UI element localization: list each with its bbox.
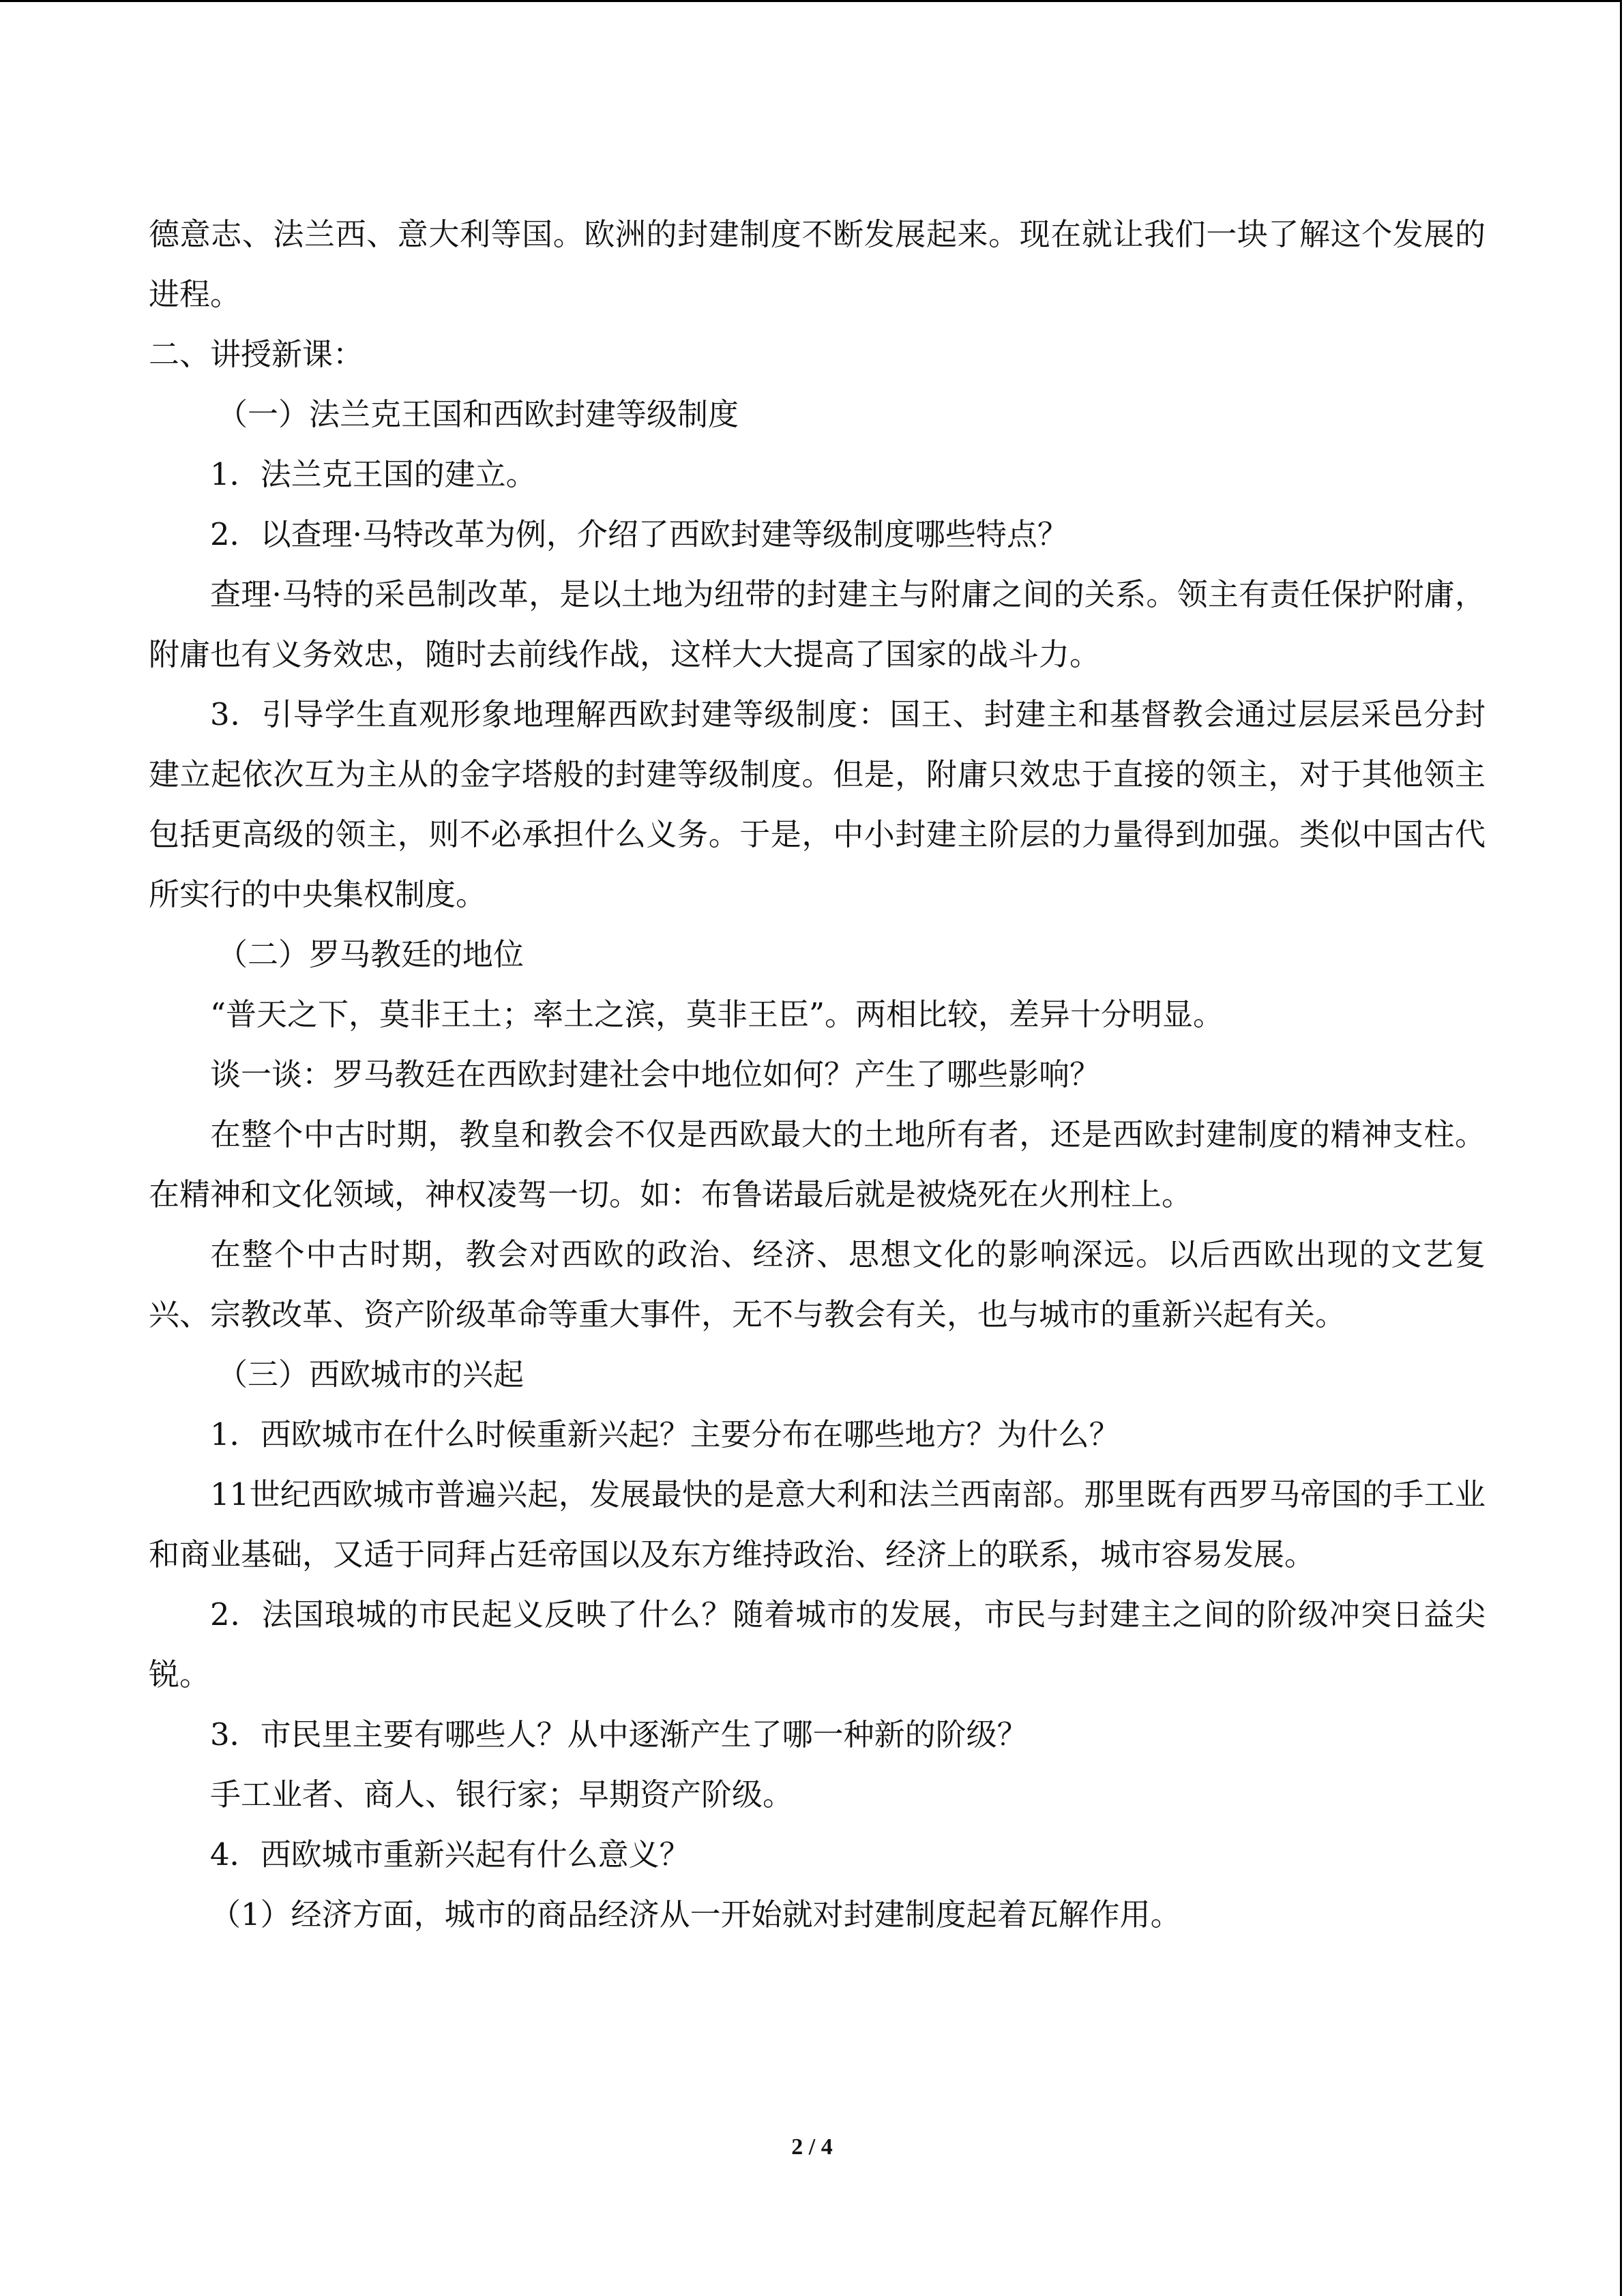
- paragraph-answer-1-2: 查理·马特的采邑制改革，是以土地为纽带的封建主与附庸之间的关系。领主有责任保护附庸，附庸也有义务效忠，随时去前线作战，这样大大提高了国家的战斗力。: [149, 576, 1486, 672]
- paragraph-answer-3-4-1: （1）经济方面，城市的商品经济从一开始就对封建制度起着瓦解作用。: [210, 1896, 1181, 1933]
- paragraph-item-1-3: 3．引导学生直观形象地理解西欧封建等级制度：国王、封建主和基督教会通过层层采邑分封建立起依次互为主从的金字塔般的封建等级制度。但是，附庸只效忠于直接的领主，对于其他领主包括更高级的领主，则不必承担什么义务。于是，中小封建主阶层的力量得到加强。类似中国古代所实行的中央集权制度。: [149, 696, 1486, 912]
- page-number: 2 / 4: [791, 2134, 833, 2160]
- paragraph-answer-3-1: 11世纪西欧城市普遍兴起，发展最快的是意大利和法兰西南部。那里既有西罗马帝国的手工业和商业基础，又适于同拜占廷帝国以及东方维持政治、经济上的联系，城市容易发展。: [149, 1476, 1486, 1572]
- paragraph-answer-2-b: 在整个中古时期，教会对西欧的政治、经济、思想文化的影响深远。以后西欧出现的文艺复兴、宗教改革、资产阶级革命等重大事件，无不与教会有关，也与城市的重新兴起有关。: [149, 1236, 1486, 1332]
- paragraph-subsection-heading-2: （二）罗马教廷的地位: [217, 936, 525, 972]
- paragraph-answer-3-3: 手工业者、商人、银行家；早期资产阶级。: [210, 1776, 794, 1813]
- paragraph-quote-2: “普天之下，莫非王土；率土之滨，莫非王臣”。两相比较，差异十分明显。: [210, 996, 1224, 1032]
- paragraph-item-3-4: 4．西欧城市重新兴起有什么意义？: [210, 1836, 690, 1873]
- paragraph-item-3-3: 3．市民里主要有哪些人？从中逐渐产生了哪一种新的阶级？: [210, 1716, 1028, 1753]
- paragraph-subsection-heading-3: （三）西欧城市的兴起: [217, 1356, 525, 1392]
- paragraph-item-1-2: 2．以查理·马特改革为例，介绍了西欧封建等级制度哪些特点？: [210, 516, 1068, 552]
- paragraph-subsection-heading-1: （一）法兰克王国和西欧封建等级制度: [217, 396, 739, 432]
- document-body: [149, 205, 1486, 1945]
- paragraph-answer-2-a: 在整个中古时期，教皇和教会不仅是西欧最大的土地所有者，还是西欧封建制度的精神支柱。在精神和文化领域，神权凌驾一切。如：布鲁诺最后就是被烧死在火刑柱上。: [149, 1116, 1486, 1212]
- paragraph-item-3-2: 2．法国琅城的市民起义反映了什么？随着城市的发展，市民与封建主之间的阶级冲突日益尖锐。: [149, 1596, 1486, 1693]
- paragraph-item-1-1: 1．法兰克王国的建立。: [210, 456, 537, 492]
- paragraph-question-2: 谈一谈：罗马教廷在西欧封建社会中地位如何？产生了哪些影响？: [210, 1056, 1101, 1092]
- paragraph-section-heading-new-lesson: 二、讲授新课：: [149, 336, 364, 372]
- paragraph-intro-continuation: 德意志、法兰西、意大利等国。欧洲的封建制度不断发展起来。现在就让我们一块了解这个发展的进程。: [149, 216, 1486, 312]
- paragraph-item-3-1: 1．西欧城市在什么时候重新兴起？主要分布在哪些地方？为什么？: [210, 1416, 1120, 1452]
